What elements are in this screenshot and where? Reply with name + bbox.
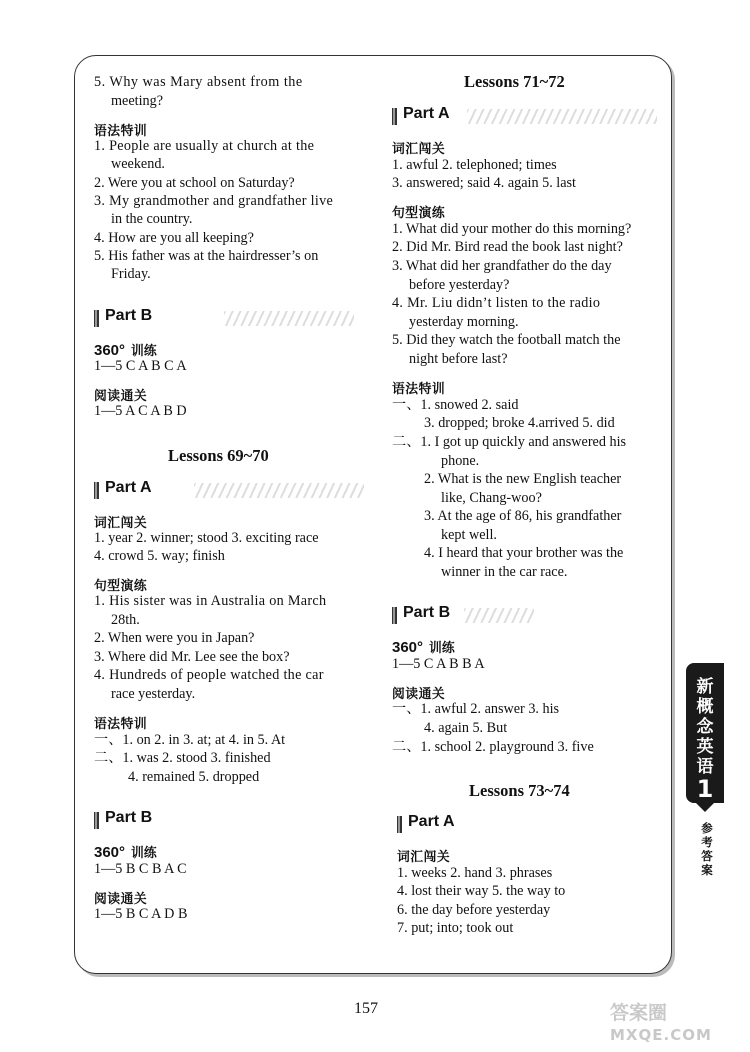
grammar-line: weekend. <box>111 156 165 172</box>
part-b-title: Part B <box>105 307 153 324</box>
vocab-line: 1. year 2. winner; stood 3. exciting race <box>94 530 319 546</box>
side-tab-char: 新 <box>696 677 714 697</box>
vocab-header: 词汇闯关 <box>392 142 446 157</box>
side-tab-number: 1 <box>696 775 714 803</box>
grammar-header: 语法特训 <box>94 717 148 732</box>
pattern-line: 3. Where did Mr. Lee see the box? <box>94 649 290 665</box>
part-a-title: Part A <box>105 479 152 496</box>
bar-icon <box>94 482 99 499</box>
grammar-line: 1. People are usually at church at the <box>94 138 315 154</box>
lesson-69-70-title: Lessons 69~70 <box>168 446 269 465</box>
bar-icon <box>94 310 99 327</box>
bar-icon <box>392 607 397 624</box>
watermark <box>610 1002 712 1046</box>
reading-line: 4. again 5. But <box>424 720 508 736</box>
part-a-title: Part A <box>403 105 450 122</box>
pattern-line: 1. What did your mother do this morning? <box>392 221 632 237</box>
vocab-line: 3. answered; said 4. again 5. last <box>392 175 576 191</box>
r360-heading: 360° 训练 <box>94 844 157 861</box>
reading-answers: 1—5 A C A B D <box>94 403 187 419</box>
part-a-heading <box>397 814 657 836</box>
grammar-header: 语法特训 <box>94 124 148 139</box>
side-tab-char: 概 <box>696 697 714 717</box>
reading-header: 阅读通关 <box>392 687 446 702</box>
vocab-line: 1. weeks 2. hand 3. phrases <box>397 865 553 881</box>
r360-answers: 1—5 C A B C A <box>94 358 187 374</box>
lesson-71-72-title: Lessons 71~72 <box>464 72 565 91</box>
grammar-line: 3. dropped; broke 4.arrived 5. did <box>424 415 615 431</box>
part-b-title: Part B <box>105 809 153 826</box>
grammar-line: phone. <box>441 453 480 469</box>
pattern-line: 2. When were you in Japan? <box>94 630 255 646</box>
lesson-73-74-title: Lessons 73~74 <box>469 781 570 800</box>
grammar-line: 5. His father was at the hairdresser’s on <box>94 248 319 264</box>
vocab-line: 1. awful 2. telephoned; times <box>392 157 557 173</box>
grammar-line: 二、1. I got up quickly and answered his <box>392 434 627 450</box>
side-tab-char: 语 <box>696 757 714 777</box>
grammar-line: 2. Were you at school on Saturday? <box>94 175 295 191</box>
watermark-site: MXQE.COM <box>610 1026 712 1044</box>
grammar-line: 二、1. was 2. stood 3. finished <box>94 750 271 766</box>
part-b-title: Part B <box>403 604 451 621</box>
left-q5-line2: meeting? <box>111 93 163 109</box>
grammar-line: 3. At the age of 86, his grandfather <box>424 508 622 524</box>
vocab-line: 6. the day before yesterday <box>397 902 551 918</box>
side-tab-char: 英 <box>696 737 714 757</box>
pattern-line: before yesterday? <box>409 277 510 293</box>
part-a-title: Part A <box>408 813 455 830</box>
grammar-line: kept well. <box>441 527 497 543</box>
grammar-header: 语法特训 <box>392 382 446 397</box>
left-q5-line1: 5. Why was Mary absent from the <box>94 74 303 90</box>
r360-heading: 360° 训练 <box>392 639 455 656</box>
pattern-line: 28th. <box>111 612 140 628</box>
side-tab-char: 念 <box>696 717 714 737</box>
grammar-line: 4. I heard that your brother was the <box>424 545 624 561</box>
r360-heading: 360° 训练 <box>94 342 157 359</box>
r360-answers: 1—5 B C B A C <box>94 861 187 877</box>
pattern-line: yesterday morning. <box>409 314 519 330</box>
grammar-line: 2. What is the new English teacher <box>424 471 622 487</box>
grammar-line: Friday. <box>111 266 151 282</box>
pattern-line: race yesterday. <box>111 686 196 702</box>
reading-header: 阅读通关 <box>94 892 148 907</box>
vocab-line: 4. crowd 5. way; finish <box>94 548 225 564</box>
grammar-line: in the country. <box>111 211 193 227</box>
part-b-heading <box>94 308 364 330</box>
pattern-header: 句型演练 <box>94 579 148 594</box>
vocab-header: 词汇闯关 <box>94 516 148 531</box>
part-a-heading <box>94 480 364 502</box>
watermark-logo: 答案圈 <box>610 1002 668 1024</box>
vocab-header: 词汇闯关 <box>397 850 451 865</box>
reference-label: 参 考 答 案 <box>701 821 713 877</box>
bar-icon <box>392 108 397 125</box>
bar-icon <box>397 816 402 833</box>
vocab-line: 7. put; into; took out <box>397 920 514 936</box>
grammar-line: winner in the car race. <box>441 564 568 580</box>
reading-answers: 1—5 B C A D B <box>94 906 188 922</box>
reading-header: 阅读通关 <box>94 389 148 404</box>
side-tab <box>686 663 724 803</box>
grammar-line: 一、1. on 2. in 3. at; at 4. in 5. At <box>94 732 286 748</box>
grammar-line: 4. remained 5. dropped <box>128 769 260 785</box>
r360-answers: 1—5 C A B B A <box>392 656 485 672</box>
bar-icon <box>94 812 99 829</box>
pattern-line: 1. His sister was in Australia on March <box>94 593 327 609</box>
grammar-line: 一、1. snowed 2. said <box>392 397 519 413</box>
grammar-line: like, Chang-woo? <box>441 490 542 506</box>
pattern-header: 句型演练 <box>392 206 446 221</box>
pattern-line: 5. Did they watch the football match the <box>392 332 621 348</box>
part-b-heading <box>392 605 662 627</box>
part-a-heading <box>392 106 662 128</box>
pattern-line: 2. Did Mr. Bird read the book last night? <box>392 239 623 255</box>
pattern-line: 4. Mr. Liu didn’t listen to the radio <box>392 295 601 311</box>
pattern-line: 4. Hundreds of people watched the car <box>94 667 324 683</box>
grammar-line: 4. How are you all keeping? <box>94 230 254 246</box>
reading-line: 一、1. awful 2. answer 3. his <box>392 701 560 717</box>
page-number: 157 <box>354 1000 378 1017</box>
part-b-heading <box>94 810 354 832</box>
arrow-down-icon <box>693 800 717 812</box>
grammar-line: 3. My grandmother and grandfather live <box>94 193 334 209</box>
pattern-line: 3. What did her grandfather do the day <box>392 258 612 274</box>
reading-line: 二、1. school 2. playground 3. five <box>392 739 594 755</box>
vocab-line: 4. lost their way 5. the way to <box>397 883 566 899</box>
pattern-line: night before last? <box>409 351 508 367</box>
